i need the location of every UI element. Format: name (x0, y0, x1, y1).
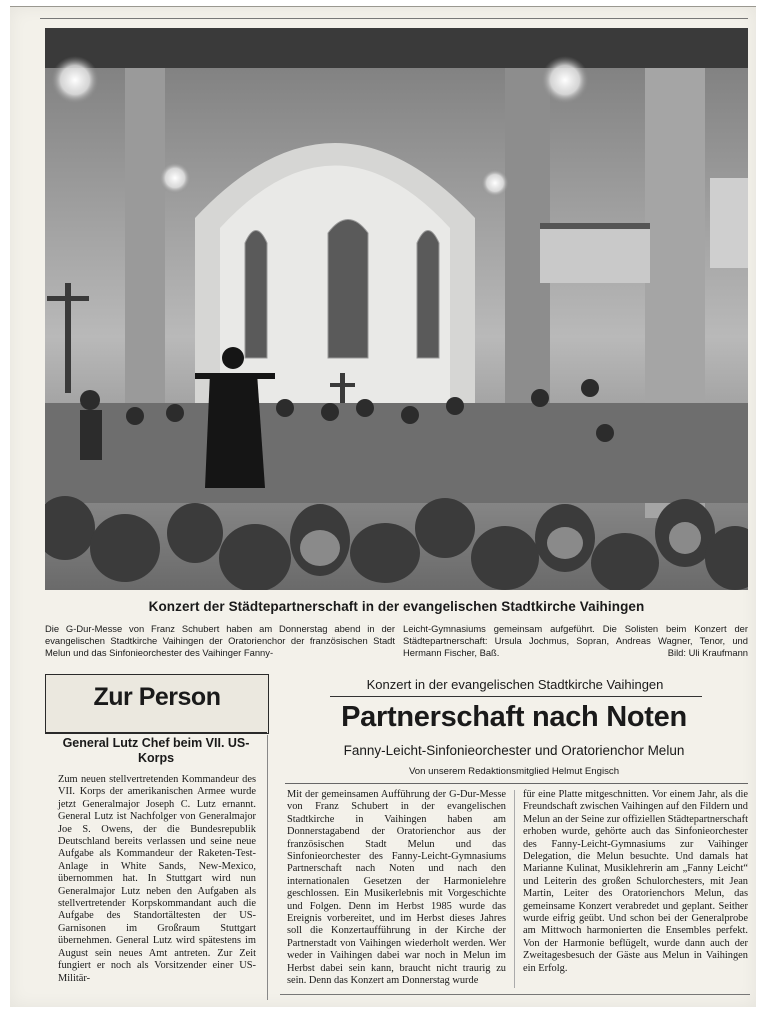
article-column-rule (514, 790, 515, 988)
article-column-1: Mit der gemeinsamen Aufführung der G-Dur-Messe von Franz Schubert in der evangelischen Stadtkirche in Vaihingen haben am Donnerstagabend der Oratorienchor aus der französischen Stadt Melun und das Sinfonieorchester des Fanny-Leicht-Gymnasiums Partnerschaft nach Noten und nach den internationalen Gesetzen der Harmonielehre geschlossen. Ein Musikerlebnis mit Vorgeschichte und Folgen. Denn im Herbst 1985 wurde das Ereignis vorbereitet, und im Herbst dieses Jahres soll die Konzertaufführung in der Kirche der Partnerstadt von Vaihingen wiederholt werden. Wer weder in Vaihingen dabei war noch in Melun im Herbst dabei sein kann, braucht nicht traurig zu sein. Denn das Konzert am Donnerstag wurde (287, 789, 506, 987)
zur-person-body: Zum neuen stellvertretenden Kommandeur des VII. Korps der amerikanischen Armee wurde jetzt Generalmajor Joseph C. Lutz ernannt. General Lutz ist Nachfolger von Generalmajor Joe S. Owens, der die Bundesrepublik Deutschland bereits verlassen und seine neue Aufgabe als Kommandeur der Raketen-Test-Anlage in White Sands, New-Mexico, übernommen hat. In Stuttgart wird nun Generalmajor Lutz neben den Aufgaben als stellvertretender Korpskommandant auch die Aufgabe des Standortältesten der US-Garnisonen im Großraum Stuttgart übernehmen. General Lutz wird spätestens im August sein neues Amt antreten. Zur Zeit fungiert er noch als Vorsitzender einer US-Militär- (58, 774, 256, 984)
photo-caption-title: Konzert der Städtepartnerschaft in der evangelischen Stadtkirche Vaihingen (148, 599, 645, 614)
photo-caption-right (403, 623, 748, 659)
zur-person-subheading: General Lutz Chef beim VII. US-Korps (62, 736, 250, 765)
photo-caption-left: Die G-Dur-Messe von Franz Schubert haben am Donnerstag abend in der evangelischen Stadtkirche Vaihingen der Oratorienchor der französischen Stadt Melun und das Sinfonieorchester des Vaihinger Fanny- (45, 623, 395, 658)
photo-credit: Bild: Uli Kraufmann (667, 647, 748, 658)
byline-rule (285, 783, 748, 784)
article-column-2: für eine Platte mitgeschnitten. Vor einem Jahr, als die Freundschaft zwischen Vaihingen auf den Fildern und Melun an der Seine zur offiziellen Städtepartnerschaft erhoben wurde, gehörte auch das Sinfonieorchester des Fanny-Leicht-Gymnasiums zur Vaihinger Delegation, die Melun besuchte. Und damals hat Marianne Kulinat, Musiklehrerin am „Fanny Leicht“ und Leiterin des großen Schulorchesters, mit Jean Martin, Leiter des Oratorienchors Melun, das gemeinsame Konzert verabredet und geplant. Seither wurde eifrig geübt. Und schon bei der Generalprobe am Mittwoch harmonierten die Ensembles perfekt. Von der Harmonie beflügelt, wurde dann auch der Zweitagesbesuch der Gäste aus Melun in Vaihingen ein Erfolg. (523, 789, 748, 974)
article-headline: Partnerschaft nach Noten (341, 701, 687, 733)
church-concert-photo (45, 28, 748, 590)
column-divider (267, 735, 268, 1000)
zur-person-box (45, 674, 269, 734)
article-subhead: Fanny-Leicht-Sinfonieorchester und Oratorienchor Melun (343, 743, 685, 758)
bottom-rule (280, 994, 750, 995)
zur-person-rule (45, 732, 267, 734)
kicker-rule (330, 696, 702, 697)
concert-photo (45, 28, 748, 590)
article-byline: Von unserem Redaktionsmitglied Helmut Engisch (408, 766, 620, 777)
photo-caption-right-text: Leicht-Gymnasiums gemeinsam aufgeführt. Die Solisten beim Konzert der Städtepartnerschaft: Ursula Jochmus, Sopran, Andreas Wagner, Tenor, und Hermann Fischer, Baß. (403, 623, 748, 658)
top-rule (40, 18, 748, 19)
zur-person-heading: Zur Person (93, 683, 221, 711)
article-kicker: Konzert in der evangelischen Stadtkirche Vaihingen (366, 677, 664, 692)
